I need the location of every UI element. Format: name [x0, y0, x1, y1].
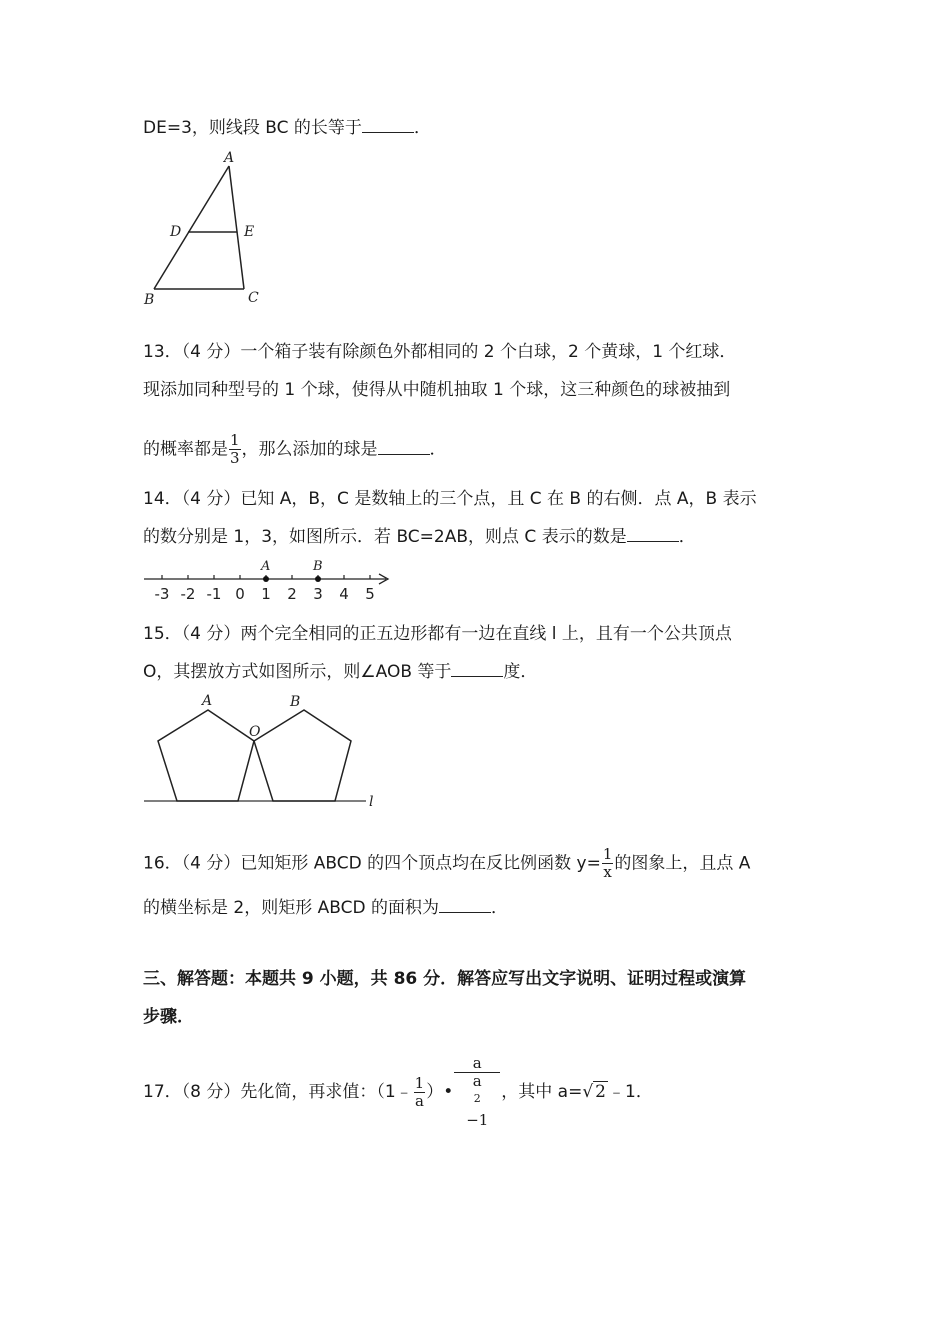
q14-line1: 14．（4 分）已知 A，B，C 是数轴上的三个点，且 C 在 B 的右侧．点 A，B 表示 [143, 489, 757, 509]
label-a: A [202, 693, 213, 709]
label-a: A [224, 150, 235, 166]
label-a: A [261, 559, 271, 574]
q13-line3: 的概率都是 $\frac{1}{3}$ ，那么添加的球是 ． [143, 431, 447, 467]
label-l: l [369, 794, 374, 810]
q15-line2: O，其摆放方式如图所示，则∠AOB 等于 度． [143, 662, 538, 682]
label-e: E [244, 224, 255, 240]
answer-blank [451, 660, 503, 677]
q16-line2: 的横坐标是 2，则矩形 ABCD 的面积为 ． [143, 898, 508, 918]
tick-label: 0 [235, 585, 245, 603]
tick-label: 1 [261, 585, 271, 603]
answer-blank [362, 116, 414, 133]
q17-line: 17．（8 分）先化简，再求值：（1﹣ $\frac{1}{a}$ ）• a a $^2$ −1 ，其中 a=√ 2 ﹣1． [143, 1054, 653, 1129]
number-line-figure [140, 556, 400, 604]
tick-label: 5 [365, 585, 375, 603]
answer-blank [439, 896, 491, 913]
tick-label: -3 [154, 585, 170, 603]
label-o: O [249, 724, 261, 740]
sqrt-two: √ 2 [582, 1082, 606, 1102]
q12-text: DE=3，则线段 BC 的长等于 [143, 118, 362, 138]
tick-label: 3 [313, 585, 323, 603]
tick-label: -2 [180, 585, 196, 603]
pentagons-figure [140, 690, 385, 810]
q15-line1: 15．（4 分）两个完全相同的正五边形都有一边在直线 l 上，且有一个公共顶点 [143, 624, 732, 644]
answer-blank [378, 438, 430, 455]
label-c: C [248, 290, 259, 306]
section-heading: 三、解答题：本题共 9 小题，共 86 分．解答应写出文字说明、证明过程或演算 [143, 969, 747, 989]
fraction-one-third: $\frac{1}{3}$ [230, 431, 240, 467]
tick-label: -1 [206, 585, 222, 603]
point-a [263, 576, 269, 582]
q14-line2: 的数分别是 1，3，如图所示．若 BC=2AB，则点 C 表示的数是 ． [143, 527, 696, 547]
label-b: B [313, 559, 323, 574]
tick-label: 2 [287, 585, 297, 603]
label-b: B [290, 694, 301, 710]
fraction-one-over-x: $\frac{1}{x}$ [602, 845, 613, 881]
q13-line1: 13．（4 分）一个箱子装有除颜色外都相同的 2 个白球，2 个黄球，1 个红球． [143, 342, 737, 362]
triangle-figure [140, 146, 270, 311]
tick-label: 4 [339, 585, 349, 603]
q16-line1: 16．（4 分）已知矩形 ABCD 的四个顶点均在反比例函数 y= $\frac{1}{x}$ 的图象上，且点 A [143, 845, 751, 881]
label-d: D [170, 224, 182, 240]
q12-tail: DE=3，则线段 BC 的长等于 ． [143, 118, 431, 138]
label-b: B [144, 292, 155, 308]
fraction-one-over-a: $\frac{1}{a}$ [414, 1073, 425, 1110]
answer-blank [627, 525, 679, 542]
q13-line2: 现添加同种型号的 1 个球，使得从中随机抽取 1 个球，这三种颜色的球被抽到 [143, 380, 731, 400]
point-b [315, 576, 321, 582]
fraction-a-over-a2-1: a a $^2$ −1 [454, 1055, 500, 1129]
section-heading-cont: 步骤． [143, 1007, 194, 1027]
